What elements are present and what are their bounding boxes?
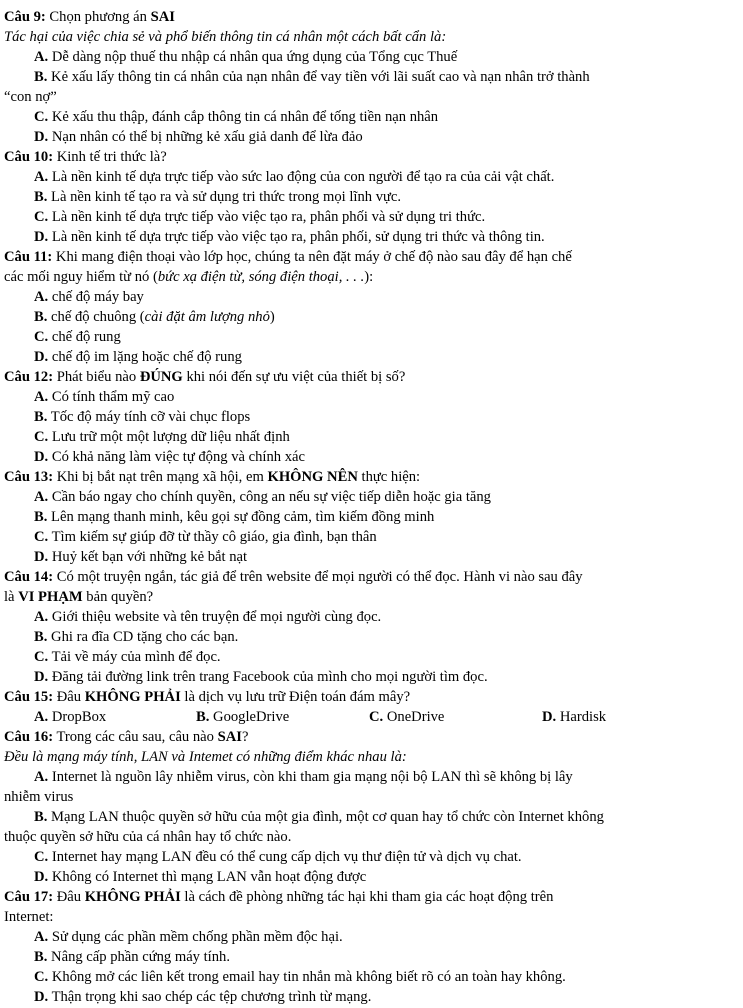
question-stem [4,687,743,707]
answer-option [34,407,743,427]
answer-option [542,707,606,727]
option-letter: A. [34,929,49,945]
option-text: Hardisk [559,709,607,725]
option-letter: D. [34,349,49,365]
option-text: Cần báo ngay cho chính quyền, công an nếu sự việc tiếp diễn hoặc gia tăng [51,489,491,505]
answer-option [34,427,743,447]
answer-option [34,507,743,527]
question-stem-continued [4,587,743,607]
option-text: chế độ máy bay [51,289,144,305]
answer-option [34,487,743,507]
answer-option [369,707,444,727]
option-text: OneDrive [386,709,445,725]
option-text: chế độ rung [51,329,121,345]
option-text: Đăng tải đường link trên trang Facebook của mình cho mọi người tìm đọc. [51,669,488,685]
question-stem-continued [4,907,743,927]
option-text: Tốc độ máy tính cỡ vài chục flops [50,409,251,425]
question-text: SAI [217,729,242,745]
option-letter: A. [34,609,49,625]
option-text: Mạng LAN thuộc quyền sở hữu của một gia đình, một cơ quan hay tổ chức còn Internet không [51,809,604,825]
answer-option [34,707,106,727]
option-text: DropBox [51,709,107,725]
answer-option [34,947,743,967]
option-letter: A. [34,769,49,785]
option-letter: C. [34,429,49,445]
option-letter: D. [542,709,557,725]
option-letter: A. [34,169,49,185]
option-letter: D. [34,449,49,465]
option-letter: C. [34,109,49,125]
question-text: ĐÚNG [139,369,183,385]
option-text: Tải về máy của mình để đọc. [51,649,221,665]
option-text: Internet hay mạng LAN đều có thể cung cấp dịch vụ thư điện tử và dịch vụ chat. [51,849,522,865]
question-stem-continued [4,267,743,287]
option-letter: A. [34,389,49,405]
question-text: Khi bị bắt nạt trên mạng xã hội, em [53,469,268,485]
answer-option [34,547,743,567]
answer-option [34,307,743,327]
answer-option [34,187,743,207]
answer-option [34,927,743,947]
option-text: thuộc quyền sở hữu của cá nhân hay tổ chức nào. [4,829,292,845]
answer-option [34,647,743,667]
option-letter: A. [34,489,49,505]
option-text: Không có Internet thì mạng LAN vẫn hoạt động được [51,869,367,885]
answer-option [34,107,743,127]
option-text: Là nền kinh tế tạo ra và sử dụng tri thức trong mọi lĩnh vực. [51,189,402,205]
option-letter: C. [34,329,49,345]
question-text: KHÔNG PHẢI [84,889,181,905]
answer-option [34,847,743,867]
option-letter: D. [34,129,49,145]
question-stem [4,567,743,587]
question-text: Khi mang điện thoại vào lớp học, chúng ta nên đặt máy ở chế độ nào sau đây để hạn chế [52,249,572,265]
answer-option [34,227,743,247]
answer-option [34,627,743,647]
option-text: GoogleDrive [213,709,290,725]
answer-option [34,67,743,87]
question-stem [4,887,743,907]
option-letter: C. [34,969,49,985]
answer-option [34,867,743,887]
question-stem [4,467,743,487]
answer-option [196,707,289,727]
question-label: Câu 13: [4,469,54,485]
answer-option [34,207,743,227]
option-text: Tìm kiếm sự giúp đỡ từ thầy cô giáo, gia đình, bạn thân [51,529,377,545]
option-text: Lên mạng thanh minh, kêu gọi sự đồng cảm, tìm kiếm đồng minh [51,509,435,525]
question-text: thực hiện: [357,469,421,485]
option-text: Ghi ra đĩa CD tặng cho các bạn. [51,629,239,645]
answer-option-continued [4,87,743,107]
option-text: Nạn nhân có thể bị những kẻ xấu giả danh để lừa đảo [51,129,363,145]
question-text: Internet: [4,909,54,925]
answer-option [34,767,743,787]
question-stem [4,147,743,167]
question-text: các mối nguy hiểm từ nó ( [4,269,158,285]
question-label: Câu 17: [4,889,54,905]
question-label: Câu 11: [4,249,53,265]
option-letter: C. [34,649,49,665]
question-stem [4,367,743,387]
question-text: Đâu [53,689,85,705]
answer-option [34,47,743,67]
option-text: Giới thiệu website và tên truyện để mọi người cùng đọc. [51,609,382,625]
answer-option [34,607,743,627]
answer-option [34,327,743,347]
question-text: bức xạ điện từ, sóng điện thoại, . . . [157,269,365,285]
question-text: Tác hại của việc chia sẻ và phổ biến thông tin cá nhân một cách bất cẩn là: [4,29,447,45]
option-letter: C. [34,209,49,225]
question-stem-continued [4,27,743,47]
answer-options-row [0,707,743,727]
option-letter: B. [34,69,48,85]
answer-option [34,987,743,1007]
option-text: Thận trọng khi sao chép các tệp chương trình từ mạng. [51,989,372,1005]
option-text: Có tính thẩm mỹ cao [51,389,175,405]
question-text: ): [364,269,374,285]
question-text: bản quyền? [82,589,154,605]
option-letter: A. [34,709,49,725]
answer-option [34,807,743,827]
question-stem [4,247,743,267]
question-text: Phát biểu nào [53,369,140,385]
option-letter: B. [34,409,48,425]
option-text: Huỷ kết bạn với những kẻ bắt nạt [51,549,248,565]
answer-option [34,967,743,987]
question-stem [4,7,743,27]
option-letter: D. [34,669,49,685]
option-letter: D. [34,869,49,885]
option-text: Không mở các liên kết trong email hay tin nhắn mà không biết rõ có an toàn hay không. [51,969,566,985]
option-letter: A. [34,49,49,65]
option-letter: B. [34,629,48,645]
question-label: Câu 10: [4,149,54,165]
question-text: Kinh tế tri thức là? [53,149,167,165]
option-text: ) [269,309,275,325]
option-letter: B. [34,949,48,965]
question-text: Chọn phương án [45,9,151,25]
option-text: Internet là nguồn lây nhiễm virus, còn khi tham gia mạng nội bộ LAN thì sẽ không bị lây [51,769,573,785]
option-letter: B. [196,709,210,725]
question-text: Có một truyện ngắn, tác giả để trên website để mọi người có thể đọc. Hành vi nào sau đây [53,569,583,585]
option-text: Là nền kinh tế dựa trực tiếp vào việc tạo ra, phân phối, sử dụng tri thức và thông tin. [51,229,545,245]
question-text: ? [241,729,249,745]
question-label: Câu 16: [4,729,54,745]
option-text: Kẻ xấu thu thập, đánh cắp thông tin cá nhân để tống tiền nạn nhân [51,109,439,125]
option-text: Kẻ xấu lấy thông tin cá nhân của nạn nhân để vay tiền với lãi suất cao và nạn nhân trở thành [51,69,590,85]
option-text: Nâng cấp phần cứng máy tính. [51,949,230,965]
question-text: VI PHẠM [18,589,83,605]
answer-option-continued [4,787,743,807]
question-text: là [4,589,19,605]
option-letter: C. [34,529,49,545]
question-stem [4,727,743,747]
question-text: là dịch vụ lưu trữ Điện toán đám mây? [180,689,411,705]
option-letter: B. [34,309,48,325]
question-text: khi nói đến sự ưu việt của thiết bị số? [182,369,406,385]
option-letter: D. [34,989,49,1005]
option-letter: C. [369,709,384,725]
question-text: Trong các câu sau, câu nào [53,729,218,745]
question-label: Câu 12: [4,369,54,385]
option-text: chế độ im lặng hoặc chế độ rung [51,349,242,365]
question-text: Đều là mạng máy tính, LAN và Intemet có những điểm khác nhau là: [4,749,407,765]
option-letter: D. [34,549,49,565]
option-text: Dễ dàng nộp thuế thu nhập cá nhân qua ứng dụng của Tổng cục Thuế [51,49,458,65]
question-label: Câu 9: [4,9,46,25]
option-text: nhiễm virus [4,789,74,805]
option-letter: C. [34,849,49,865]
option-letter: B. [34,189,48,205]
option-text: cài đặt âm lượng nhỏ [144,309,270,325]
question-text: KHÔNG PHẢI [84,689,181,705]
question-text: là cách đề phòng những tác hại khi tham gia các hoạt động trên [180,889,554,905]
question-label: Câu 14: [4,569,54,585]
option-text: Sử dụng các phần mềm chống phần mềm độc hại. [51,929,343,945]
question-text: KHÔNG NÊN [267,469,358,485]
option-text: Có khả năng làm việc tự động và chính xác [51,449,305,465]
answer-option [34,287,743,307]
option-letter: D. [34,229,49,245]
option-text: chế độ chuông ( [51,309,145,325]
option-letter: B. [34,509,48,525]
answer-option [34,347,743,367]
option-text: Là nền kinh tế dựa trực tiếp vào việc tạo ra, phân phối và sử dụng tri thức. [51,209,486,225]
question-text: SAI [150,9,175,25]
answer-option [34,527,743,547]
option-letter: B. [34,809,48,825]
option-letter: A. [34,289,49,305]
answer-option [34,447,743,467]
option-text: Lưu trữ một một lượng dữ liệu nhất định [51,429,290,445]
question-text: Đâu [53,889,85,905]
answer-option [34,667,743,687]
answer-option-continued [4,827,743,847]
answer-option [34,127,743,147]
option-text: “con nợ” [4,89,57,105]
question-label: Câu 15: [4,689,54,705]
answer-option [34,167,743,187]
answer-option [34,387,743,407]
question-stem-continued [4,747,743,767]
option-text: Là nền kinh tế dựa trực tiếp vào sức lao động của con người để tạo ra của cải vật chất. [51,169,555,185]
